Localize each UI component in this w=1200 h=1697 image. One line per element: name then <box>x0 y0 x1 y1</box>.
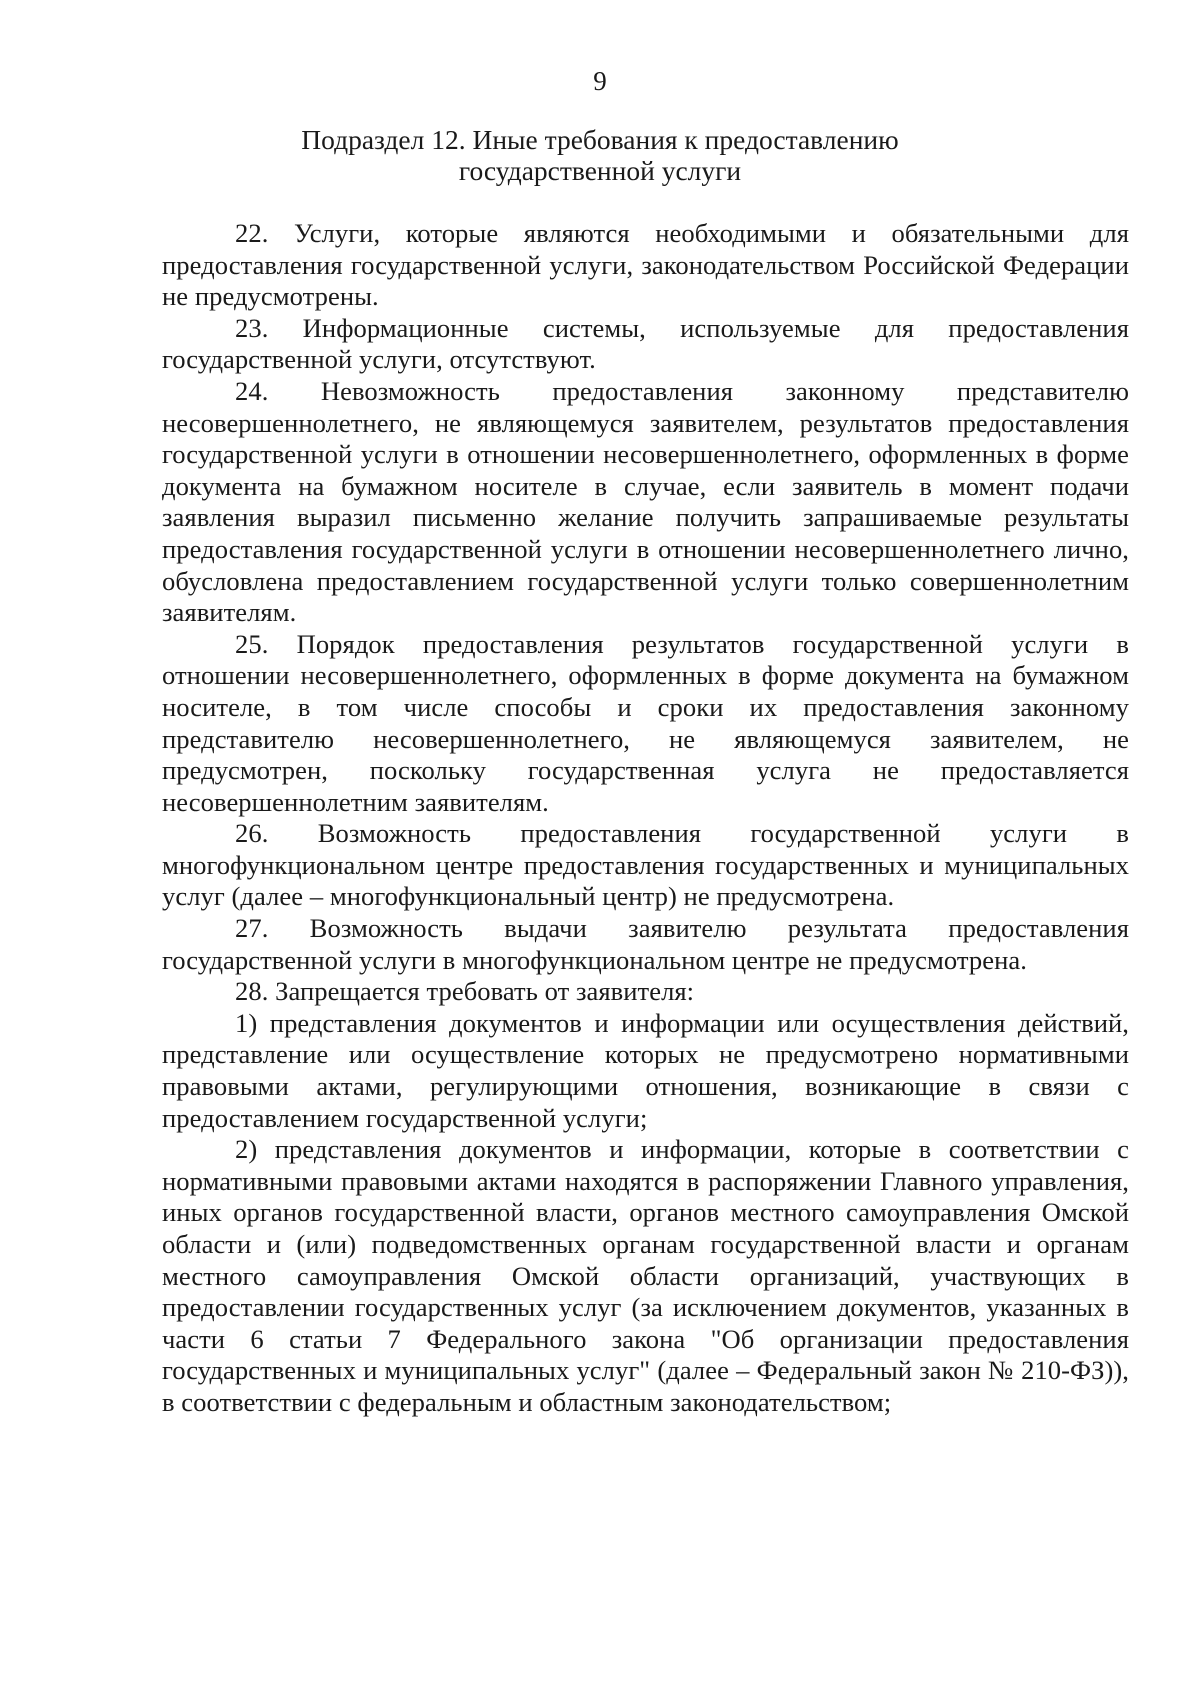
paragraph-25: 25. Порядок предоставления результатов государственной услуги в отношении несовершеннолетнего, оформленных в форме документа на бумажном носителе, в том числе способы и сроки их предоставления законному представителю несовершеннолетнего, не являющемуся заявителем, не предусмотрен, поскольку государственная услуга не предоставляется несовершеннолетним заявителям. <box>162 628 1129 817</box>
document-body <box>162 218 1129 1419</box>
section-heading <box>250 124 950 186</box>
paragraph-27: 27. Возможность выдачи заявителю результата предоставления государственной услуги в многофункциональном центре не предусмотрена. <box>162 913 1129 975</box>
list-item-2: 2) представления документов и информации, которые в соответствии с нормативными правовыми актами находятся в распоряжении Главного управления, иных органов государственной власти, органов местного самоуправления Омской области и (или) подведомственных органам государственной власти и органам местного самоуправления Омской области организаций, участвующих в предоставлении государственных услуг (за исключением документов, указанных в части 6 статьи 7 Федерального закона "Об организации предоставления государственных и муниципальных услуг" (далее – Федеральный закон № 210-ФЗ)), в соответствии с федеральным и областным законодательством; <box>162 1134 1129 1417</box>
paragraph-22: 22. Услуги, которые являются необходимыми и обязательными для предоставления государственной услуги, законодательством Российской Федерации не предусмотрены. <box>162 218 1129 312</box>
paragraph-26: 26. Возможность предоставления государственной услуги в многофункциональном центре предоставления государственных и муниципальных услуг (далее – многофункциональный центр) не предусмотрена. <box>162 818 1129 912</box>
page-number: 9 <box>593 66 607 96</box>
section-heading-line-2: государственной услуги <box>458 155 742 186</box>
section-heading-line-1: Подраздел 12. Иные требования к предоставлению <box>301 124 899 155</box>
paragraph-28: 28. Запрещается требовать от заявителя: <box>235 976 695 1007</box>
list-item-1: 1) представления документов и информации или осуществления действий, представление или осуществление которых не предусмотрено нормативными правовыми актами, регулирующими отношения, возникающие в связи с предоставлением государственной услуги; <box>162 1007 1129 1133</box>
paragraph-23: 23. Информационные системы, используемые для предоставления государственной услуги, отсутствуют. <box>162 312 1129 375</box>
paragraph-24: 24. Невозможность предоставления законному представителю несовершеннолетнего, не являющемуся заявителем, результатов предоставления государственной услуги в отношении несовершеннолетнего, оформленных в форме документа на бумажном носителе в случае, если заявитель в момент подачи заявления выразил письменно желание получить запрашиваемые результаты предоставления государственной услуги в отношении несовершеннолетнего лично, обусловлена предоставлением государственной услуги только совершеннолетним заявителям. <box>162 375 1129 628</box>
